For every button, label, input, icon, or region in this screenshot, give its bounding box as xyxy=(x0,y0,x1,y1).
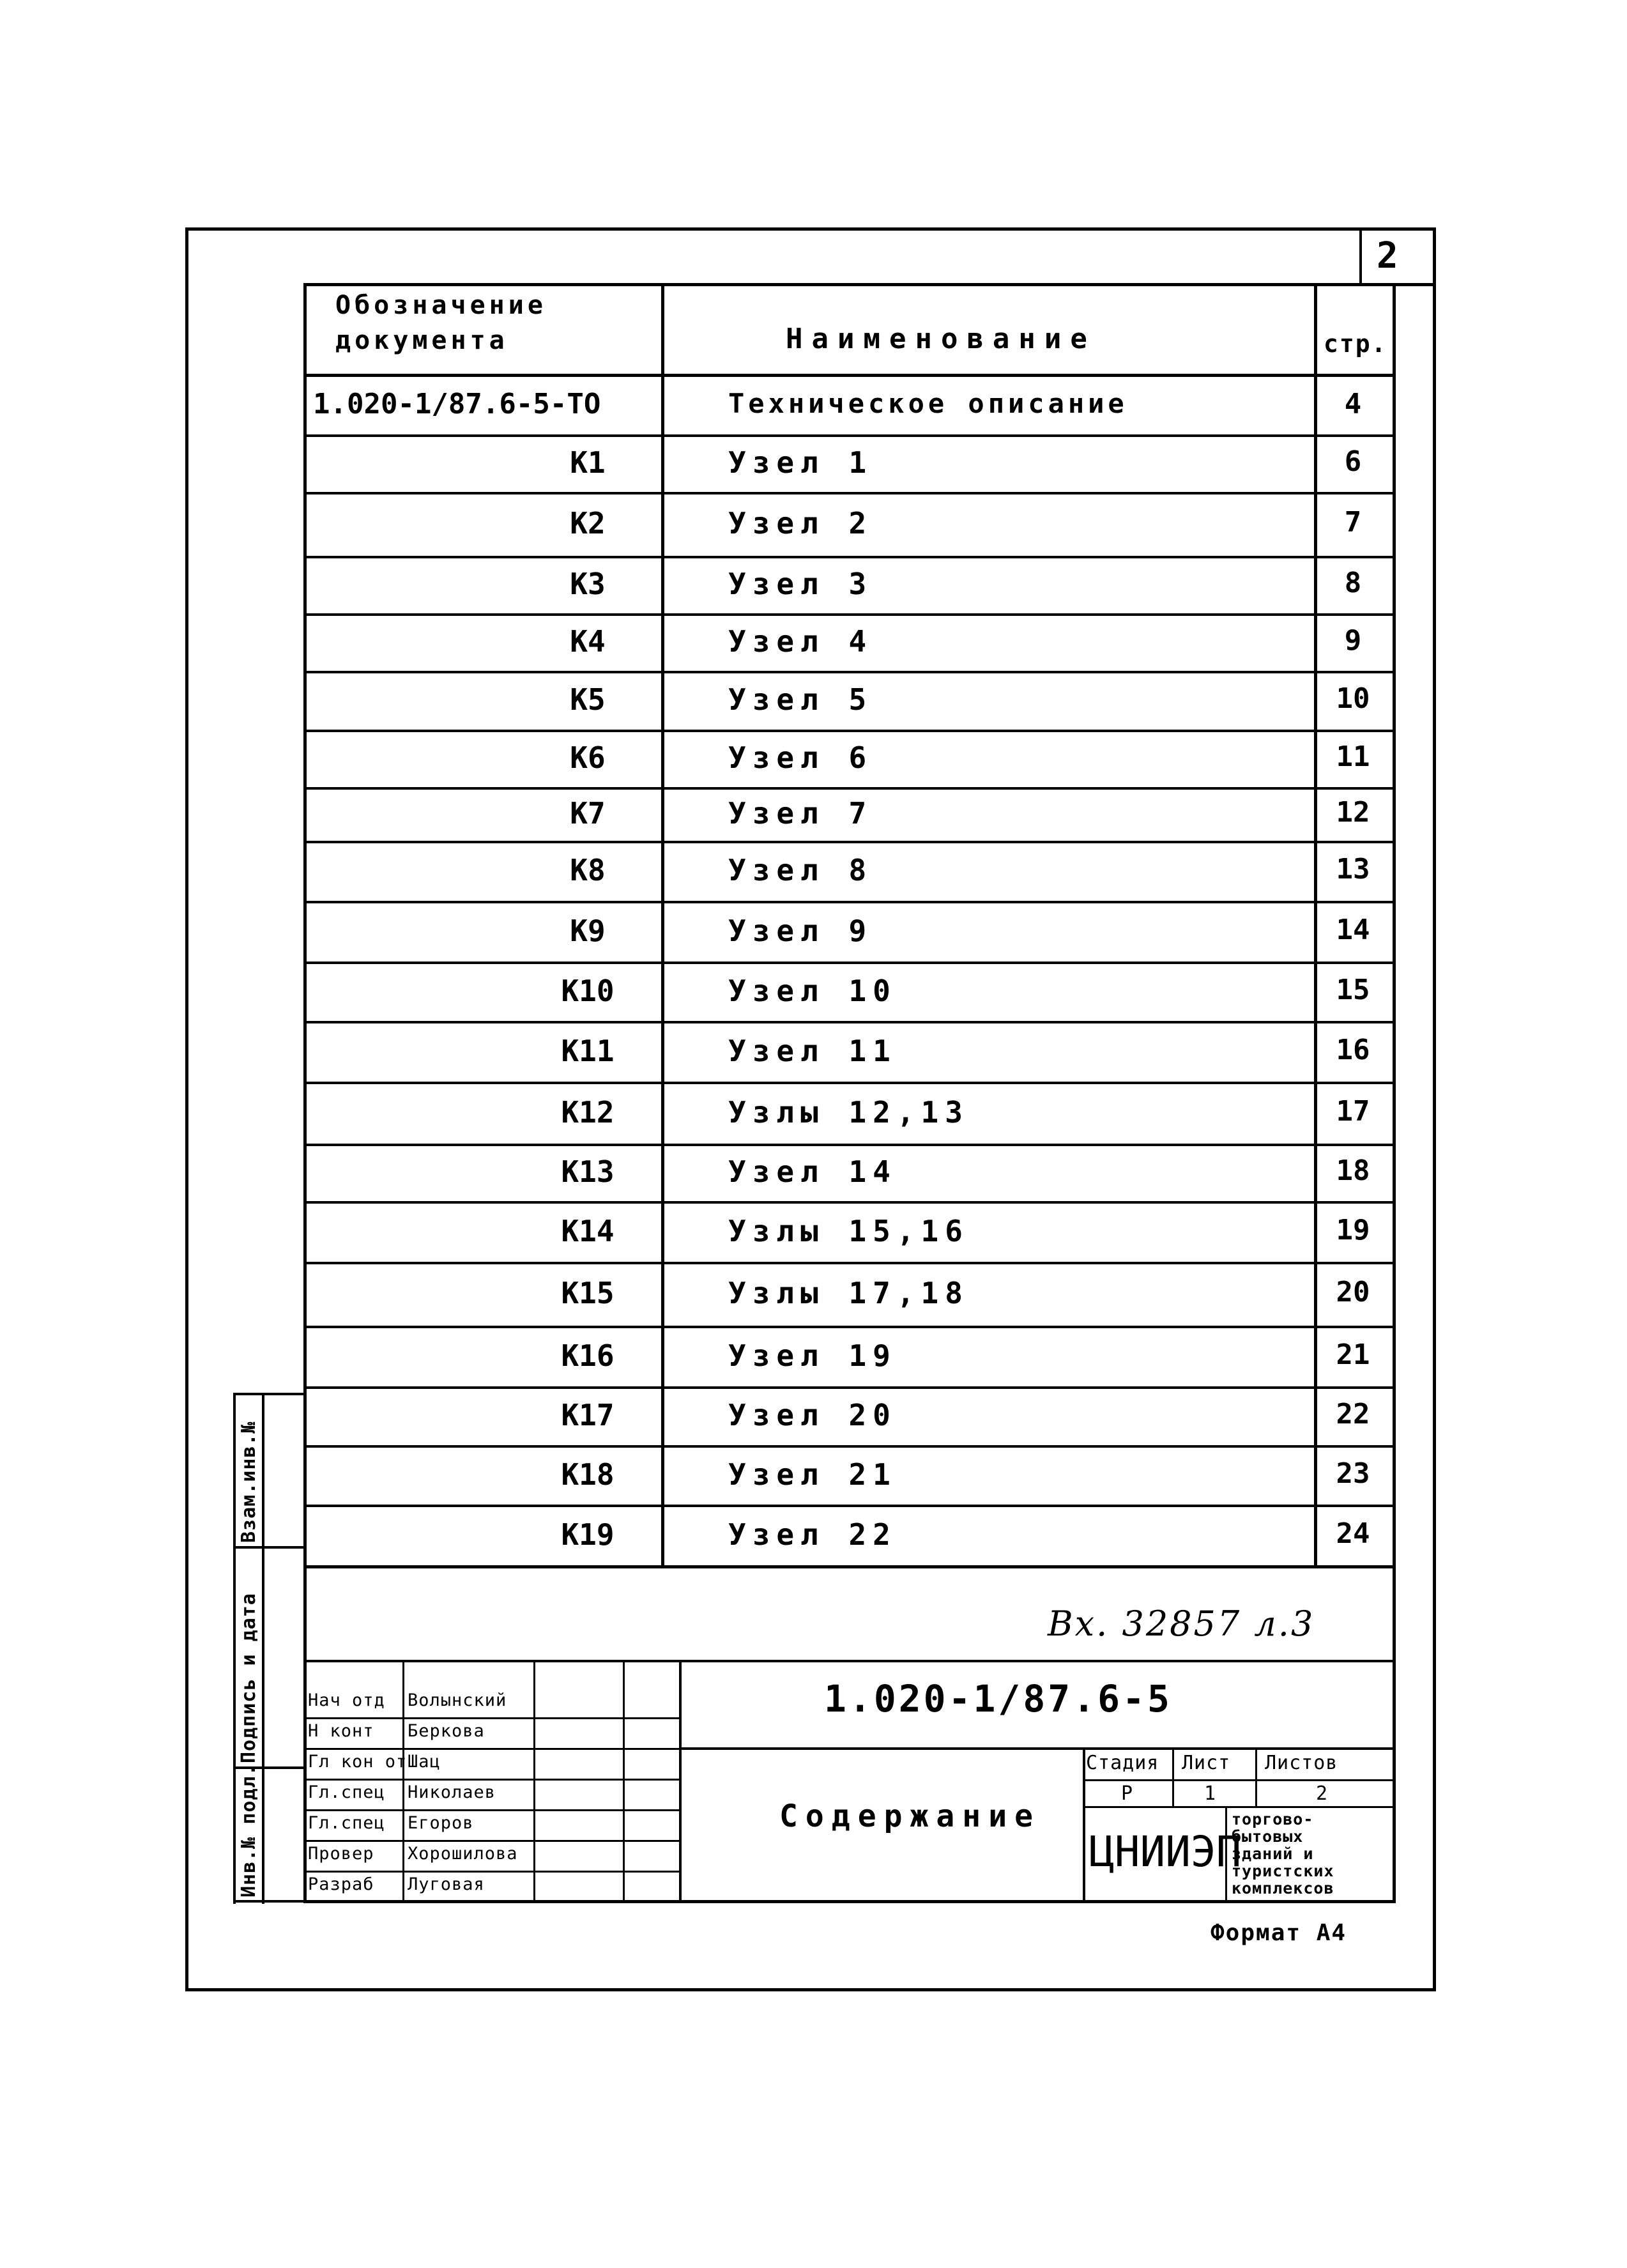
org-description-line: туристских xyxy=(1232,1862,1334,1880)
doc-code: 1.020-1/87.6-5 xyxy=(824,1677,1172,1720)
row-page: 12 xyxy=(1336,796,1370,829)
sheet-value: 1 xyxy=(1204,1782,1217,1805)
row-name: Узел 4 xyxy=(728,624,873,659)
outer-frame-top xyxy=(185,227,1436,231)
row-name: Узел 7 xyxy=(728,796,873,831)
row-name: Узел 2 xyxy=(728,506,873,540)
signature-role: Гл кон от xyxy=(308,1752,408,1772)
row-name: Узел 11 xyxy=(728,1033,897,1068)
org-description-line: торгово- xyxy=(1232,1810,1314,1828)
row-name: Узел 5 xyxy=(728,682,873,717)
row-name: Техническое описание xyxy=(728,388,1128,419)
row-name: Узел 6 xyxy=(728,740,873,775)
sheets-value: 2 xyxy=(1316,1782,1329,1805)
signature-role: Н конт xyxy=(308,1721,374,1741)
signature-name: Шац xyxy=(408,1752,441,1772)
signature-role: Гл.спец xyxy=(308,1813,385,1833)
row-separator xyxy=(303,671,1396,673)
title-block-stage-row2 xyxy=(1083,1806,1394,1808)
title-block-stage-left xyxy=(1083,1747,1085,1903)
row-separator xyxy=(303,787,1396,790)
signature-role: Нач отд xyxy=(308,1690,385,1710)
row-separator xyxy=(303,1144,1396,1146)
signature-name: Беркова xyxy=(408,1721,485,1741)
row-code: К12 xyxy=(561,1094,615,1130)
row-page: 18 xyxy=(1336,1154,1370,1187)
row-code: К5 xyxy=(570,682,606,717)
row-separator xyxy=(303,613,1396,616)
row-name: Узел 22 xyxy=(728,1517,897,1552)
row-separator xyxy=(303,492,1396,494)
row-separator xyxy=(303,841,1396,843)
row-page: 4 xyxy=(1344,388,1362,420)
row-name: Узел 14 xyxy=(728,1154,897,1189)
row-code: К16 xyxy=(561,1338,615,1373)
row-separator xyxy=(303,1082,1396,1084)
header-separator xyxy=(303,374,1396,377)
row-page: 20 xyxy=(1336,1276,1370,1308)
format-label: Формат А4 xyxy=(1211,1920,1347,1946)
row-name: Узел 10 xyxy=(728,973,897,1008)
row-code: К7 xyxy=(570,796,606,831)
org-description-line: зданий и xyxy=(1232,1844,1314,1863)
title-block-top xyxy=(303,1660,1396,1662)
row-separator xyxy=(303,901,1396,903)
side-stamp-podpis: Подпись и дата xyxy=(238,1593,260,1763)
row-name: Узел 1 xyxy=(728,445,873,480)
header-name: Наименование xyxy=(786,323,1096,355)
note-area-top xyxy=(303,1565,1396,1568)
row-code: К10 xyxy=(561,973,615,1008)
row-separator xyxy=(303,1326,1396,1328)
row-code: К3 xyxy=(570,567,606,601)
row-page: 19 xyxy=(1336,1213,1370,1246)
signature-role: Разраб xyxy=(308,1874,374,1894)
row-page: 8 xyxy=(1344,567,1362,599)
row-page: 9 xyxy=(1344,624,1362,657)
title-block-stage-v2 xyxy=(1255,1747,1257,1806)
row-separator xyxy=(303,1262,1396,1264)
row-page: 13 xyxy=(1336,853,1370,885)
row-name: Узел 9 xyxy=(728,913,873,948)
row-page: 17 xyxy=(1336,1094,1370,1128)
row-code: К8 xyxy=(570,853,606,887)
signature-name: Луговая xyxy=(408,1874,485,1894)
side-stamp-mid xyxy=(262,1393,264,1904)
stage-value: Р xyxy=(1121,1782,1134,1805)
signature-row-line xyxy=(303,1809,680,1811)
row-code: К19 xyxy=(561,1517,615,1552)
stage-label: Стадия xyxy=(1086,1752,1159,1774)
side-stamp-top xyxy=(233,1393,307,1395)
signature-row-line xyxy=(303,1717,680,1719)
row-separator xyxy=(303,1505,1396,1507)
col-divider-1 xyxy=(661,283,664,1567)
row-code: К1 xyxy=(570,445,606,480)
signature-row-line xyxy=(303,1779,680,1781)
row-separator xyxy=(303,1386,1396,1389)
title-block-code-sep xyxy=(679,1747,1394,1750)
header-page: стр. xyxy=(1324,330,1387,358)
title-block-vert-role xyxy=(402,1660,404,1903)
side-stamp-bottom xyxy=(233,1900,307,1903)
row-code: К6 xyxy=(570,740,606,775)
signature-role: Провер xyxy=(308,1844,374,1864)
row-code: К13 xyxy=(561,1154,615,1189)
row-name: Узел 20 xyxy=(728,1398,897,1432)
doc-title: Содержание xyxy=(779,1798,1041,1834)
row-name: Узлы 17,18 xyxy=(728,1276,969,1310)
row-name: Узел 21 xyxy=(728,1457,897,1492)
org-name: ЦНИИЭП xyxy=(1089,1827,1242,1876)
signature-row-line xyxy=(303,1871,680,1873)
row-separator xyxy=(303,556,1396,558)
row-code: К17 xyxy=(561,1398,615,1432)
sheet-number: 2 xyxy=(1377,235,1402,277)
header-designation-1: Обозначение xyxy=(335,291,547,320)
sheet-label: Лист xyxy=(1182,1752,1231,1774)
row-code: К14 xyxy=(561,1213,615,1248)
row-name: Узел 3 xyxy=(728,567,873,601)
row-page: 14 xyxy=(1336,913,1370,946)
side-stamp-left xyxy=(233,1393,236,1904)
signature-role: Гл.спец xyxy=(308,1782,385,1802)
title-block-vert-sign xyxy=(623,1660,625,1903)
signature-row-line xyxy=(303,1840,680,1842)
row-name: Узлы 12,13 xyxy=(728,1094,969,1130)
row-page: 24 xyxy=(1336,1517,1370,1550)
row-page: 10 xyxy=(1336,682,1370,715)
row-page: 16 xyxy=(1336,1033,1370,1066)
row-separator xyxy=(303,1021,1396,1023)
row-separator xyxy=(303,1445,1396,1448)
side-stamp-inv: Инв.№ подл. xyxy=(238,1763,260,1897)
title-block-stage-row1 xyxy=(1083,1779,1394,1781)
row-code: К4 xyxy=(570,624,606,659)
row-code: К2 xyxy=(570,506,606,540)
row-code: К18 xyxy=(561,1457,615,1492)
sheet-num-box-left xyxy=(1359,227,1362,285)
row-code: 1.020-1/87.6-5-ТО xyxy=(313,388,601,420)
row-separator xyxy=(303,1201,1396,1204)
sheets-label: Листов xyxy=(1265,1752,1338,1774)
row-page: 7 xyxy=(1344,506,1362,539)
outer-frame-bottom xyxy=(185,1988,1436,1991)
outer-frame-right xyxy=(1433,227,1436,1991)
signature-row-line xyxy=(303,1748,680,1750)
title-block-stage-v1 xyxy=(1172,1747,1174,1806)
signature-name: Егоров xyxy=(408,1813,474,1833)
row-separator xyxy=(303,730,1396,732)
signature-name: Николаев xyxy=(408,1782,496,1802)
row-page: 6 xyxy=(1344,445,1362,478)
row-page: 11 xyxy=(1336,740,1370,773)
side-stamp-vzam: Взам.инв.№ xyxy=(238,1421,260,1543)
title-block-vert-date xyxy=(679,1660,682,1903)
title-block-vert-name xyxy=(533,1660,535,1903)
side-stamp-div1 xyxy=(233,1546,307,1549)
row-page: 23 xyxy=(1336,1457,1370,1490)
row-code: К9 xyxy=(570,913,606,948)
row-separator xyxy=(303,962,1396,964)
row-code: К15 xyxy=(561,1276,615,1310)
signature-name: Волынский xyxy=(408,1690,507,1710)
inner-frame-top xyxy=(303,283,1436,286)
row-code: К11 xyxy=(561,1033,615,1068)
outer-frame-left xyxy=(185,227,188,1991)
row-page: 21 xyxy=(1336,1338,1370,1371)
row-page: 15 xyxy=(1336,973,1370,1006)
signature-name: Хорошилова xyxy=(408,1844,518,1864)
header-designation-2: документа xyxy=(335,326,508,355)
org-description-line: комплексов xyxy=(1232,1879,1334,1897)
inner-frame-bottom xyxy=(303,1900,1396,1903)
handwritten-note: Вх. 32857 л.3 xyxy=(1048,1604,1315,1644)
row-page: 22 xyxy=(1336,1398,1370,1430)
col-divider-2 xyxy=(1314,283,1317,1567)
row-name: Узлы 15,16 xyxy=(728,1213,969,1248)
row-separator xyxy=(303,434,1396,437)
row-name: Узел 8 xyxy=(728,853,873,887)
org-description-line: бытовых xyxy=(1232,1827,1304,1846)
row-name: Узел 19 xyxy=(728,1338,897,1373)
